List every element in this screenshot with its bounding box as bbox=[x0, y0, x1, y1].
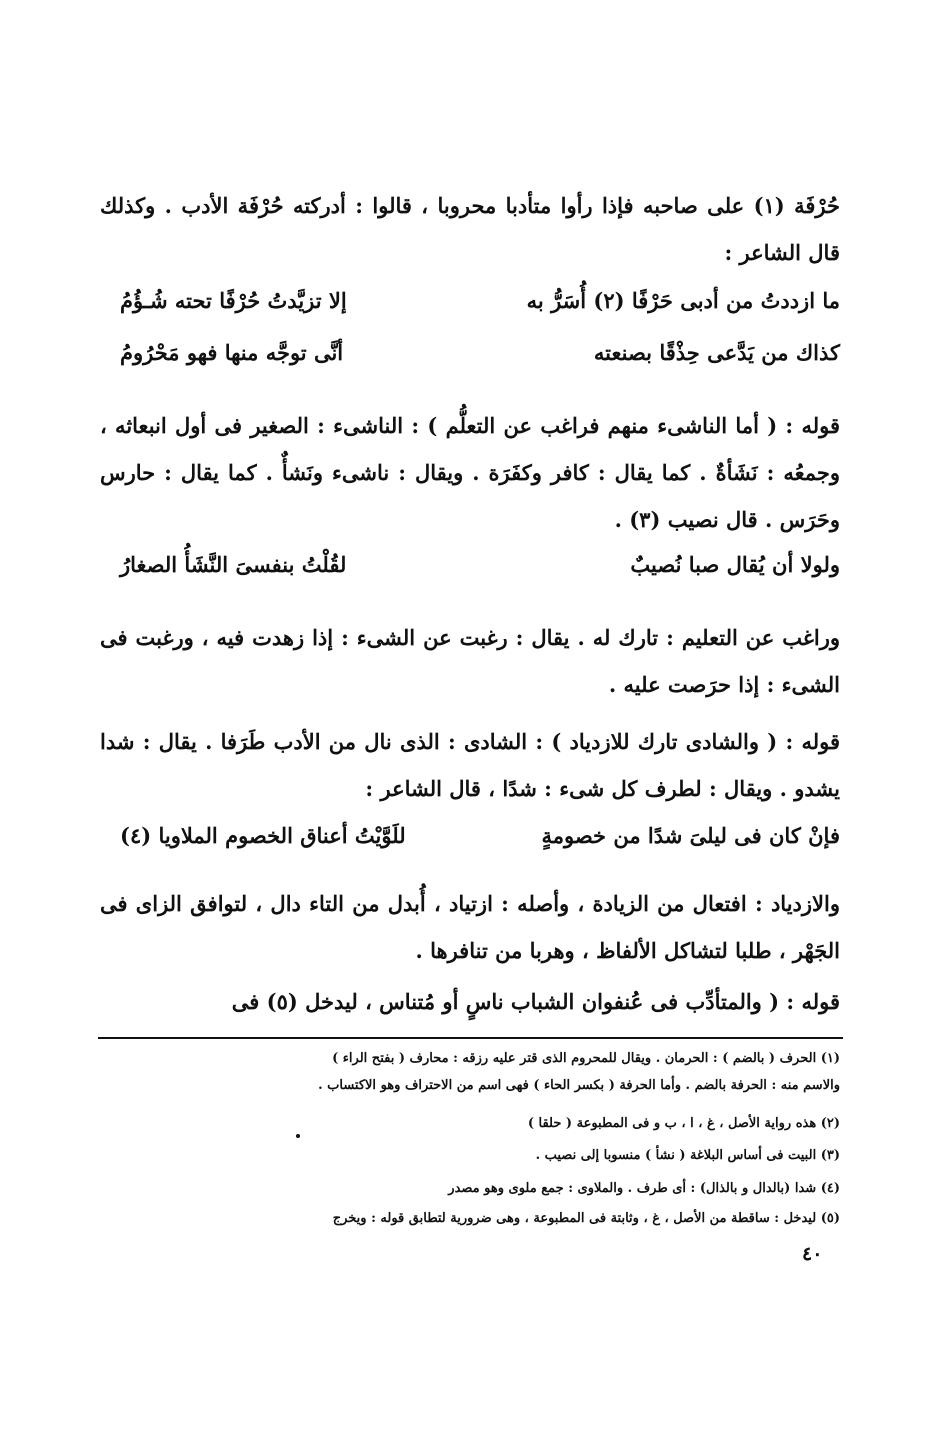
footnote-line: والاسم منه : الحرفة بالضم . وأما الحرفة ( بكسر الحاء ) فهى اسم من الاحتراف وهو الاكتساب . bbox=[318, 1078, 840, 1093]
footnote-line: (١) الحرف ( بالضم ) : الحرمان . ويقال للمحروم الذى قتر عليه رزقه : محارف ( بفتح الراء ) bbox=[332, 1051, 840, 1066]
verse-line bbox=[120, 340, 840, 384]
verse-second-hemistich: لقُلْتُ بنفسىَ النَّشَأُ الصغارُ bbox=[120, 552, 347, 577]
verse-first-hemistich: كذاك من يَدَّعى حِذْقًا بصنعته bbox=[593, 340, 840, 365]
ink-speck bbox=[296, 1134, 300, 1138]
verse-second-hemistich: أنَّى توجَّه منها فهو مَحْرُومُ bbox=[120, 340, 344, 365]
verse-first-hemistich: ولولا أن يُقال صبا نُصيبٌ bbox=[630, 552, 840, 577]
verse-first-hemistich: ما ازددتُ من أدبى حَرْفًا (٢) أُسَرُّ به bbox=[526, 288, 840, 313]
paragraph-4: قوله : ( والشادى تارك للازدياد ) : الشادى : الذى نال من الأدب طَرَفا . يقال : شدا يشدو . ويقال : لطرف كل شىء : شدًا ، قال الشاعر : bbox=[100, 729, 840, 801]
verse-second-hemistich: للَوَّيْتُ أعناق الخصوم الملاويا (٤) bbox=[120, 823, 406, 848]
paragraph-5: والازدياد : افتعال من الزيادة ، وأصله : ازتياد ، أُبدل من التاء دال ، لتوافق الزاى فى الجَهْر ، طلبا لتشاكل الألفاظ ، وهربا من تنافرها . bbox=[100, 891, 840, 963]
paragraph-3: وراغب عن التعليم : تارك له . يقال : رغبت عن الشىء : إذا زهدت فيه ، ورغبت فى الشىء : إذا حرَصت عليه . bbox=[100, 625, 840, 697]
verse-line bbox=[120, 823, 840, 867]
page-number: ٤٠ bbox=[802, 1243, 823, 1265]
footnote-line: (٥) ليدخل : ساقطة من الأصل ، غ ، وثابتة فى المطبوعة ، وهى ضرورية لتطابق قوله : ويخرج bbox=[332, 1211, 840, 1226]
footnote-separator bbox=[98, 1037, 843, 1039]
paragraph-1: حُرْفَة (١) على صاحبه فإذا رأوا متأدبا محروبا ، قالوا : أدركته حُرْفَة الأدب . وكذلك قال الشاعر : bbox=[100, 193, 840, 265]
verse-first-hemistich: فإنْ كان فى ليلىَ شدًا من خصومةٍ bbox=[541, 823, 840, 848]
footnote-line: (٣) البيت فى أساس البلاغة ( نشأ ) منسوبا إلى نصيب . bbox=[535, 1148, 840, 1163]
verse-line bbox=[120, 288, 840, 332]
paragraph-2: قوله : ( أما الناشىء منهم فراغب عن التعلُّم ) : الناشىء : الصغير فى أول انبعاثه ، وجمعُه : نَشَأةٌ . كما يقال : كافر وكفَرَة . ويقال : ناشىء ونَشأٌ . كما يقال : حارس وحَرَس . قال نصيب (٣) . bbox=[100, 413, 840, 532]
paragraph-6: قوله : ( والمتأدِّب فى عُنفوان الشباب ناسٍ أو مُتناس ، ليدخل (٥) فى bbox=[231, 989, 840, 1014]
verse-line bbox=[120, 552, 840, 596]
verse-second-hemistich: إلا تزيَّدتُ حُرْفًا تحته شُـؤُمُ bbox=[120, 288, 347, 313]
footnote-line: (٤) شدا (بالدال و بالذال) : أى طرف . والملاوى : جمع ملوى وهو مصدر bbox=[448, 1181, 840, 1196]
footnote-line: (٢) هذه رواية الأصل ، غ ، ا ، ب و فى المطبوعة ( حلقا ) bbox=[527, 1116, 840, 1131]
